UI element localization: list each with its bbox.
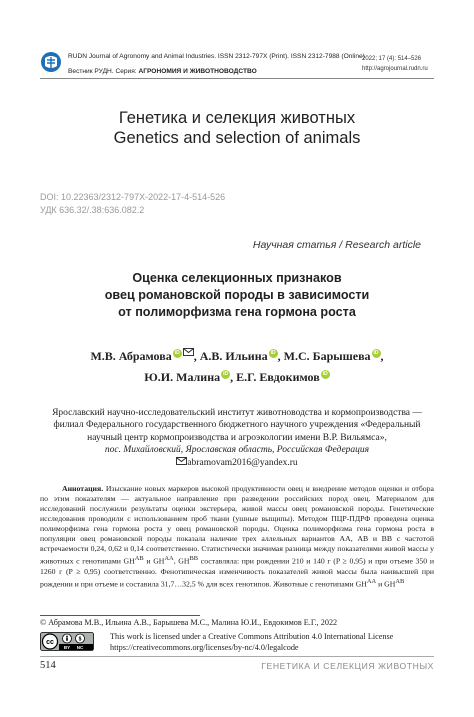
orcid-icon[interactable]: iD: [373, 350, 379, 356]
genotype-sup: BB: [189, 555, 199, 562]
section-title-ru: Генетика и селекция животных: [118, 109, 356, 127]
abstract-text: Изыскание новых маркеров высокой продуктивности овец и внедрение методов оценки и отбора по этим показателям — актуальное направление при разведении российских пород овец. Материалом для исследований послужили результаты оценки экстерьера, живой массы овец романовской породы. Генетические исследования проводили с использованием проб ткани (ушные выщипы). Методом ПЦР-ПДРФ проведена оценка полиморфизма гена гормона роста у овец романовской породы. Оценка полиморфизма гена гормона роста в популяции овец романовской породы показала наличие трех аллельных вариантов АА, АВ и ВВ с частотой встречаемости 0,24, 0,62 и 0,14 соответственно. Статистически значимая разница между показателями живой массы у животных с генотипами GH: [40, 484, 434, 566]
section-title-en: Genetics and selection of animals: [113, 129, 361, 147]
cc-by-nc-license-icon[interactable]: [40, 632, 94, 651]
abstract: [40, 484, 434, 589]
authors-line-1: [40, 345, 434, 367]
abstract-text: , GH: [173, 556, 190, 566]
orcid-icon[interactable]: iD: [223, 371, 229, 377]
author-evdokimov: , Е.Г. Евдокимов: [230, 370, 320, 384]
affiliation-line-1: Ярославский научно-исследовательский институт животноводства и кормопроизводства —: [52, 408, 422, 418]
svg-text:$: $: [78, 636, 82, 643]
affiliation: [40, 407, 434, 469]
journal-line: RUDN Journal of Agronomy and Animal Industries. ISSN 2312-797X (Print). ISSN 2312-7988 (Online): [68, 53, 365, 60]
orcid-icon[interactable]: iD: [322, 371, 328, 377]
title-line-2: овец романовской породы в зависимости: [104, 288, 370, 302]
footer-divider: [40, 656, 434, 657]
author-barysheva: , М.С. Барышева: [277, 349, 371, 363]
series-line: [68, 68, 257, 75]
author-ilina: , А.В. Ильина: [193, 349, 268, 363]
genotype-sup: AB: [134, 555, 144, 562]
orcid-icon[interactable]: iD: [174, 350, 180, 356]
email-icon: [176, 457, 187, 465]
udk: УДК 636.32/.38:636.082.2: [40, 205, 145, 215]
affiliation-location: пос. Михайловский, Ярославская область, Российская Федерация: [104, 445, 370, 456]
copyright: © Абрамова М.В., Ильина А.В., Барышева М.С., Малина Ю.И., Евдокимов Е.Г., 2022: [40, 618, 338, 627]
abstract-text: и GH: [376, 579, 396, 589]
series-prefix: Вестник РУДН. Серия:: [68, 68, 137, 75]
license-text: [110, 632, 393, 653]
license-url[interactable]: https://creativecommons.org/licenses/by-nc/4.0/legalcode: [110, 642, 299, 652]
cc-by-text: BY: [63, 645, 71, 650]
authors-line-2: [40, 366, 434, 388]
abstract-label: Аннотация.: [62, 484, 104, 493]
title-line-1: Оценка селекционных признаков: [132, 271, 342, 285]
abstract-text: составляла: при рождении 210 и 140 г (P ≥ 0,95) и при отъеме 350 и 1260 г (P ≥ 0,95) соответственно. Фенотипическая изменчивость показателей живой массы была наивысшей при рождении и при отъеме и составила 31,7…32,5 % для всех генотипов. Животные с генотипами GH: [40, 556, 434, 589]
journal-logo-icon: [40, 51, 62, 73]
journal-url[interactable]: http://agrojournal.rudn.ru: [362, 66, 428, 72]
genotype-sup: AA: [366, 577, 377, 585]
article-title: [40, 270, 434, 321]
series-name: АГРОНОМИЯ И ЖИВОТНОВОДСТВО: [138, 68, 257, 75]
author-abramova: М.В. Абрамова: [90, 349, 172, 363]
running-head: ГЕНЕТИКА И СЕЛЕКЦИЯ ЖИВОТНЫХ: [261, 661, 434, 671]
author-malina: Ю.И. Малина: [144, 370, 221, 384]
copyright-divider: [40, 615, 200, 616]
genotype-sup: AB: [395, 577, 405, 585]
author-separator: ,: [380, 349, 384, 363]
email-address[interactable]: abramovam2016@yandex.ru: [187, 457, 298, 468]
title-line-3: от полиморфизма гена гормона роста: [118, 305, 356, 319]
cc-badge-text: cc: [46, 639, 54, 646]
issue-info: 2022; 17 (4): 514–526: [362, 56, 422, 62]
affiliation-line-3: научный центр кормопроизводства и агроэкологии имени В.Р. Вильямса»,: [87, 432, 387, 443]
correspondence: [40, 457, 434, 469]
email-icon: [183, 348, 194, 356]
cc-nc-text: NC: [76, 645, 84, 650]
license-line: This work is licensed under a Creative Commons Attribution 4.0 International License: [110, 632, 394, 641]
doi[interactable]: DOI: 10.22363/2312-797X-2022-17-4-514-526: [40, 192, 226, 202]
abstract-text: и GH: [143, 556, 165, 566]
affiliation-line-2: филиал Федерального государственного бюджетного научного учреждения «Федеральный: [53, 420, 421, 431]
header-divider: [40, 78, 434, 79]
orcid-icon[interactable]: iD: [270, 350, 276, 356]
page-number: 514: [40, 660, 56, 671]
article-type: Научная статья / Research article: [252, 239, 421, 251]
genotype-sup: AA: [164, 555, 174, 562]
